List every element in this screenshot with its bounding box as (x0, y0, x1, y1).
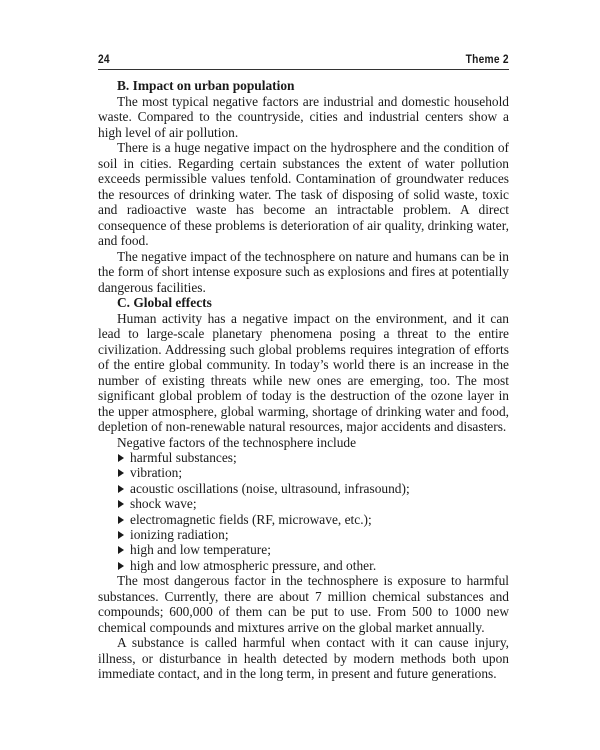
paragraph: A substance is called harmful when contact with it can cause injury, illness, or disturbance in health detected by modern methods both upon immediate contact, and in the long term, in present and future generations. (98, 635, 509, 682)
running-title: Theme 2 (465, 52, 509, 66)
list-item: harmful substances; (117, 450, 509, 465)
triangle-bullet-icon (118, 485, 124, 493)
section-heading-c: C. Global effects (117, 295, 212, 310)
section-heading-b: B. Impact on urban population (117, 78, 295, 93)
triangle-bullet-icon (118, 500, 124, 508)
paragraph: There is a huge negative impact on the hydrosphere and the condition of soil in cities. Regarding certain substances the extent of water pollution exceeds permissible values tenfold. Contamination of groundwater reduces the resources of drinking water. The task of disposing of solid waste, toxic and radioactive waste has become an intractable problem. A direct consequence of these problems is deterioration of air quality, drinking water, and food. (98, 140, 509, 248)
paragraph: The negative impact of the technosphere on nature and humans can be in the form of short intense exposure such as explosions and fires at potentially dangerous facilities. (98, 248, 509, 295)
list-intro: Negative factors of the technosphere include (117, 434, 357, 450)
triangle-bullet-icon (118, 531, 124, 539)
list-item: vibration; (117, 465, 509, 480)
list-item: shock wave; (117, 496, 509, 511)
triangle-bullet-icon (118, 469, 124, 477)
list-item: ionizing radiation; (117, 527, 509, 542)
list-item: high and low temperature; (117, 542, 509, 557)
list-item: acoustic oscillations (noise, ultrasound, infrasound); (117, 481, 509, 496)
list-item: electromagnetic fields (RF, microwave, etc.); (117, 512, 509, 527)
paragraph: The most typical negative factors are industrial and domestic household waste. Compared to the countryside, cities and industrial centers show a high level of air pollution. (98, 93, 509, 140)
page-body (98, 78, 509, 682)
paragraph: Human activity has a negative impact on the environment, and it can lead to large-scale planetary phenomena posing a threat to the entire civilization. Addressing such global problems requires integration of efforts of the entire global community. In today’s world there is an increase in the number of existing threats while new ones are emerging, too. The most significant global problem of today is the destruction of the ozone layer in the upper atmosphere, global warming, shortage of drinking water and food, depletion of non-renewable natural resources, major accidents and disasters. (98, 310, 509, 434)
triangle-bullet-icon (118, 546, 124, 554)
header-rule (98, 69, 509, 70)
triangle-bullet-icon (118, 454, 124, 462)
list-item: high and low atmospheric pressure, and other. (117, 558, 509, 573)
triangle-bullet-icon (118, 516, 124, 524)
page-number: 24 (98, 52, 110, 66)
paragraph: The most dangerous factor in the technosphere is exposure to harmful substances. Currently, there are about 7 million chemical substances and compounds; 600,000 of them can be put to use. From 500 to 1000 new chemical compounds and mixtures arrive on the global market annually. (98, 573, 509, 635)
triangle-bullet-icon (118, 562, 124, 570)
negative-factors-list (98, 450, 509, 573)
running-header (98, 50, 509, 66)
book-page (98, 50, 509, 682)
